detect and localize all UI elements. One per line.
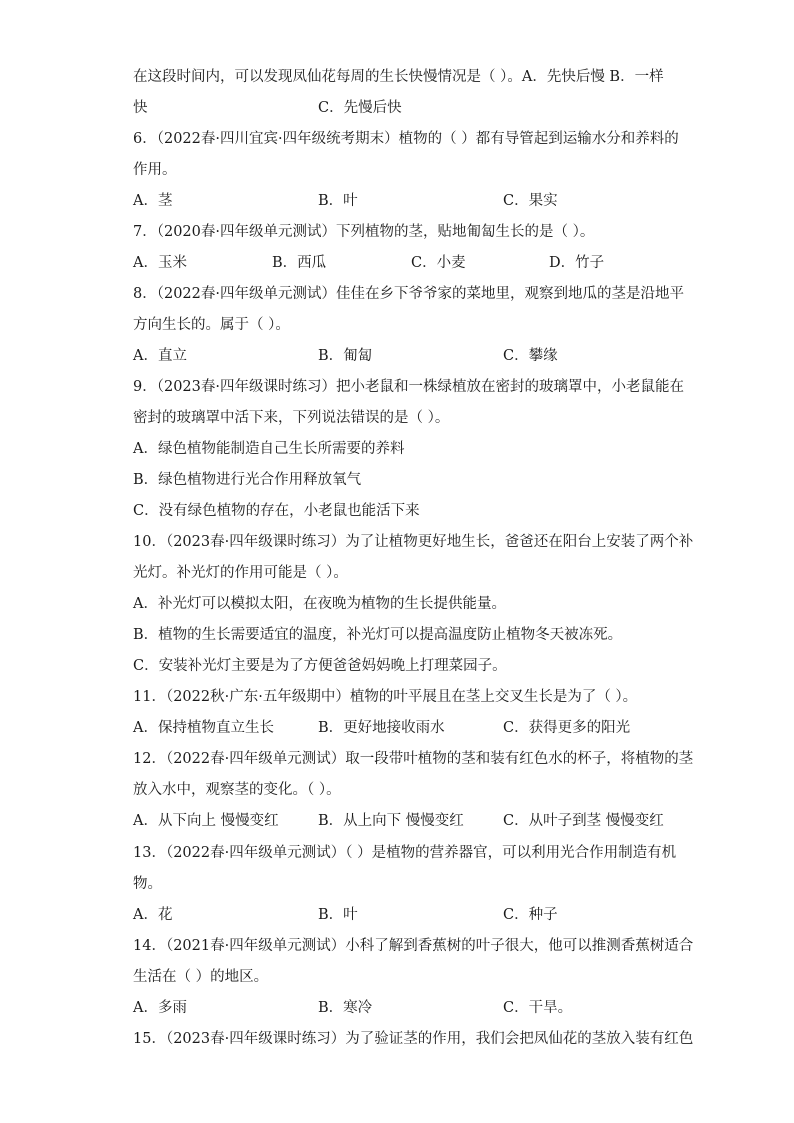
q9-option-a: A．绿色植物能制造自己生长所需要的养料 xyxy=(133,441,405,457)
q9-option-b: B．绿色植物进行光合作用释放氧气 xyxy=(133,472,362,488)
q8-stem-line-1: 8．（2022春·四年级单元测试）佳佳在乡下爷爷家的菜地里，观察到地瓜的茎是沿地平 xyxy=(133,286,684,302)
q8-option-b: B．匍匐 xyxy=(318,348,373,364)
q10-stem-line-1: 10．（2023春·四年级课时练习）为了让植物更好地生长，爸爸还在阳台上安装了两个补 xyxy=(133,534,694,550)
q5-line-2 xyxy=(133,98,693,118)
q6-option-a: A．茎 xyxy=(133,193,173,209)
q7-option-a: A．玉米 xyxy=(133,255,187,271)
q7-stem-line-1: 7．（2020春·四年级单元测试）下列植物的茎，贴地匍匐生长的是（ ）。 xyxy=(133,224,595,240)
q8-option-a: A．直立 xyxy=(133,348,187,364)
q12-options xyxy=(133,811,693,831)
q12-option-c: C．从叶子到茎 慢慢变红 xyxy=(503,813,664,829)
q11-option-c: C．获得更多的阳光 xyxy=(503,720,631,736)
q11-option-a: A．保持植物直立生长 xyxy=(133,720,274,736)
q13-option-c: C．种子 xyxy=(503,907,558,923)
q10-option-a: A．补光灯可以模拟太阳，在夜晚为植物的生长提供能量。 xyxy=(133,596,506,612)
q12-option-b: B．从上向下 慢慢变红 xyxy=(318,813,464,829)
q7-option-b: B．西瓜 xyxy=(272,255,327,271)
q15-stem-line-1: 15．（2023春·四年级课时练习）为了验证茎的作用，我们会把凤仙花的茎放入装有红色 xyxy=(133,1031,694,1047)
q12-stem-line-2: 放入水中，观察茎的变化。（ ）。 xyxy=(133,782,341,798)
q9-option-c: C．没有绿色植物的存在，小老鼠也能活下来 xyxy=(133,503,420,519)
q5-line-2-a: 快 xyxy=(133,100,148,116)
q8-options xyxy=(133,346,693,366)
q10-option-b: B．植物的生长需要适宜的温度，补光灯可以提高温度防止植物冬天被冻死。 xyxy=(133,627,623,643)
q8-stem-line-2: 方向生长的。属于（ ）。 xyxy=(133,317,290,333)
q14-option-b: B．寒冷 xyxy=(318,1000,373,1016)
q14-options xyxy=(133,998,693,1018)
q13-stem-line-1: 13．（2022春·四年级单元测试）（ ）是植物的营养器官，可以利用光合作用制造有机 xyxy=(133,845,677,861)
q13-option-a: A．花 xyxy=(133,907,173,923)
q14-stem-line-1: 14．（2021春·四年级单元测试）小科了解到香蕉树的叶子很大，他可以推测香蕉树适合 xyxy=(133,938,694,954)
q7-option-d: D．竹子 xyxy=(549,255,605,271)
q7-option-c: C．小麦 xyxy=(411,255,466,271)
q6-options xyxy=(133,191,693,211)
q10-option-c: C．安装补光灯主要是为了方便爸爸妈妈晚上打理菜园子。 xyxy=(133,658,507,674)
q14-option-a: A．多雨 xyxy=(133,1000,187,1016)
q13-options xyxy=(133,905,693,925)
q11-options xyxy=(133,718,693,738)
q7-options xyxy=(133,253,693,273)
q5-option-c: C．先慢后快 xyxy=(318,100,402,116)
q12-option-a: A．从下向上 慢慢变红 xyxy=(133,813,279,829)
q5-line-1: 在这段时间内，可以发现凤仙花每周的生长快慢情况是（ ）。A．先快后慢 B．一样 xyxy=(133,69,664,85)
q6-option-c: C．果实 xyxy=(503,193,558,209)
q11-option-b: B．更好地接收雨水 xyxy=(318,720,445,736)
q6-stem-line-2: 作用。 xyxy=(133,162,177,178)
q13-option-b: B．叶 xyxy=(318,907,358,923)
q13-stem-line-2: 物。 xyxy=(133,876,162,892)
q8-option-c: C．攀缘 xyxy=(503,348,558,364)
q14-stem-line-2: 生活在（ ）的地区。 xyxy=(133,969,269,985)
q12-stem-line-1: 12．（2022春·四年级单元测试）取一段带叶植物的茎和装有红色水的杯子，将植物的茎 xyxy=(133,751,694,767)
q11-stem-line-1: 11．（2022秋·广东·五年级期中）植物的叶平展且在茎上交叉生长是为了（ ）。 xyxy=(133,689,638,705)
q14-option-c: C．干旱。 xyxy=(503,1000,573,1016)
q9-stem-line-1: 9．（2023春·四年级课时练习）把小老鼠和一株绿植放在密封的玻璃罩中，小老鼠能在 xyxy=(133,379,684,395)
q9-stem-line-2: 密封的玻璃罩中活下来，下列说法错误的是（ ）。 xyxy=(133,410,450,426)
q6-option-b: B．叶 xyxy=(318,193,358,209)
q6-stem-line-1: 6．（2022春·四川宜宾·四年级统考期末）植物的（ ）都有导管起到运输水分和养料的 xyxy=(133,131,679,147)
q10-stem-line-2: 光灯。补光灯的作用可能是（ ）。 xyxy=(133,565,348,581)
